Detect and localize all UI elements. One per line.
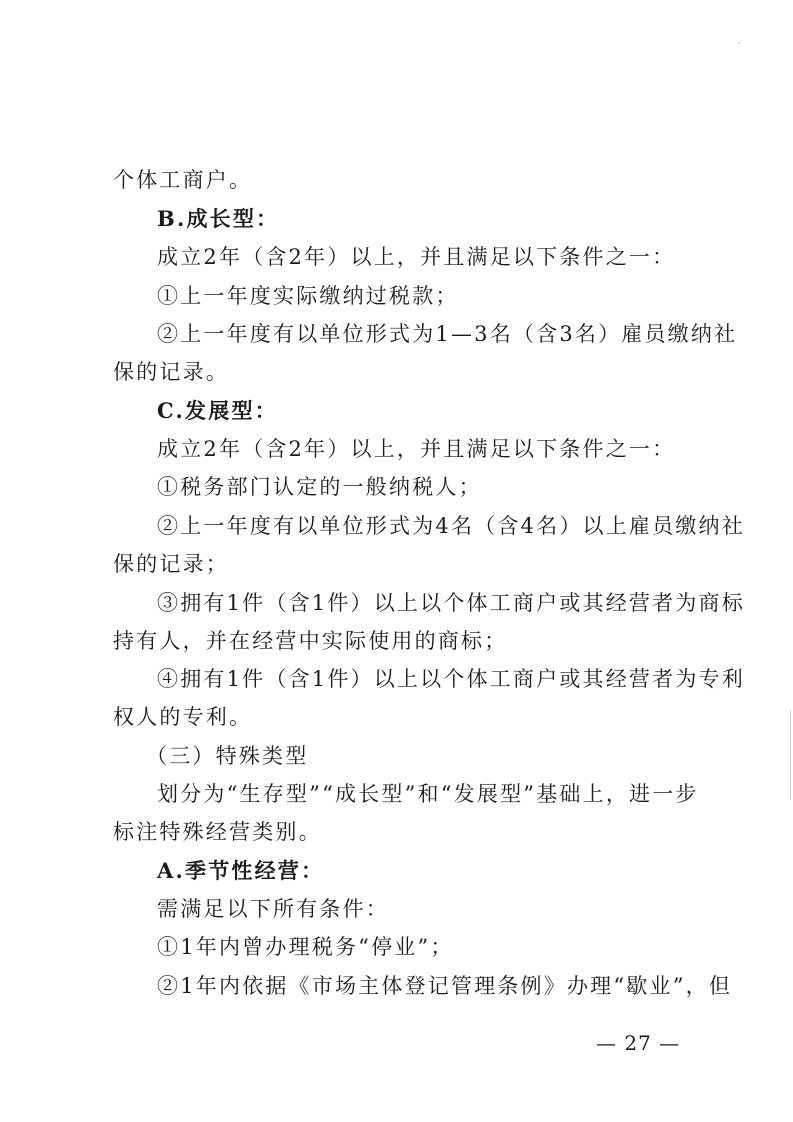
list-item: ①上一年度实际缴纳过税款； — [157, 284, 459, 308]
list-item: ②1年内依据《市场主体登记管理条例》办理“歇业”，但 — [157, 974, 733, 998]
list-item: ④拥有1件（含1件）以上以个体工商户或其经营者为专利 — [157, 667, 745, 691]
list-item: ②上一年度有以单位形式为1—3名（含3名）雇员缴纳社 — [157, 322, 738, 346]
text-line: 成立2年（含2年）以上，并且满足以下条件之一： — [157, 437, 676, 461]
list-item: ①税务部门认定的一般纳税人； — [157, 475, 482, 499]
text-line: 权人的专利。 — [113, 705, 253, 729]
text-line: 成立2年（含2年）以上，并且满足以下条件之一： — [157, 245, 676, 269]
list-item: ①1年内曾办理税务“停业”； — [157, 935, 454, 959]
list-item: ②上一年度有以单位形式为4名（含4名）以上雇员缴纳社 — [157, 514, 745, 538]
text-line: 保的记录。 — [113, 360, 229, 384]
text-line: 个体工商户。 — [113, 168, 253, 192]
section-heading-special: （三）特殊类型 — [146, 744, 309, 768]
text-line: 划分为“生存型”“成长型”和“发展型”基础上，进一步 — [157, 782, 699, 806]
page-number: — 27 — — [596, 1031, 681, 1055]
text-line: 保的记录； — [113, 552, 229, 576]
text-line: 需满足以下所有条件： — [157, 897, 389, 921]
section-heading-development: C.发展型： — [157, 398, 278, 423]
scan-dot — [738, 42, 740, 44]
text-line: 持有人，并在经营中实际使用的商标； — [113, 629, 508, 653]
text-line: 标注特殊经营类别。 — [113, 820, 322, 844]
section-heading-growth: B.成长型： — [157, 206, 280, 231]
page-edge-mark — [790, 710, 791, 800]
section-heading-seasonal: A.季节性经营： — [157, 858, 325, 883]
list-item: ③拥有1件（含1件）以上以个体工商户或其经营者为商标 — [157, 591, 745, 615]
